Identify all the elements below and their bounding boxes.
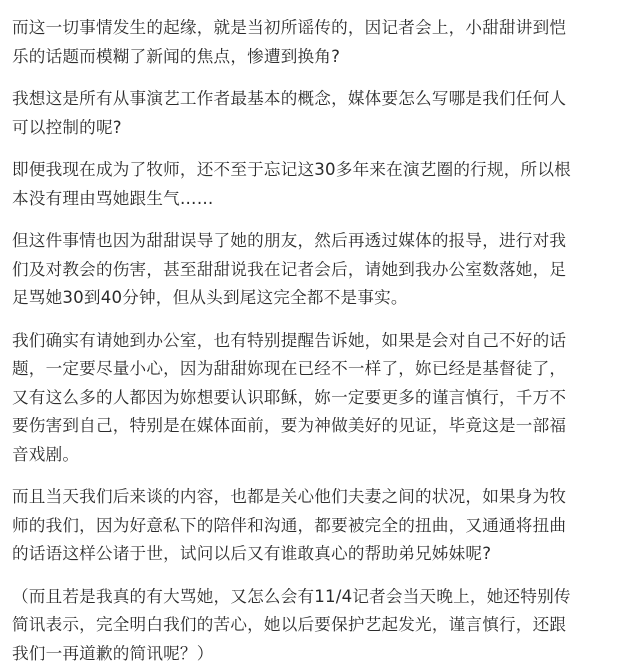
paragraph-apology-message: （而且若是我真的有大骂她，又怎么会有11/4记者会当天晚上，她还特别传简讯表示，完全明白我们的苦心，她以后要保护艺起发光，谨言慎行，还跟我们一再道歉的简讯呢？）	[12, 583, 576, 668]
paragraph-media-control: 我想这是所有从事演艺工作者最基本的概念，媒体要怎么写哪是我们任何人可以控制的呢?	[12, 85, 576, 142]
paragraph-misleading-claims: 但这件事情也因为甜甜误导了她的朋友，然后再透过媒体的报导，进行对我们及对教会的伤害，甚至甜甜说我在记者会后，请她到我办公室数落她，足足骂她30到40分钟，但从头到尾这完全都不是事实。	[12, 227, 576, 313]
paragraph-care-distorted: 而且当天我们后来谈的内容，也都是关心他们夫妻之间的状况，如果身为牧师的我们，因为好意私下的陪伴和沟通，都要被完全的扭曲，又通通将扭曲的话语这样公诸于世，试问以后又有谁敢真心的帮助弟兄姊妹呢?	[12, 483, 576, 569]
paragraph-office-reminder: 我们确实有请她到办公室，也有特别提醒告诉她，如果是会对自己不好的话题，一定要尽量小心，因为甜甜妳现在已经不一样了，妳已经是基督徒了，又有这么多的人都因为妳想要认识耶稣，妳一定要更多的谨言慎行，千万不要伤害到自己，特别是在媒体面前，要为神做美好的见证，毕竟这是一部福音戏剧。	[12, 327, 576, 470]
paragraph-origin-of-events: 而这一切事情发生的起缘，就是当初所谣传的，因记者会上，小甜甜讲到恺乐的话题而模糊了新闻的焦点，惨遭到换角?	[12, 14, 576, 71]
paragraph-pastor-no-reason: 即便我现在成为了牧师，还不至于忘记这30多年来在演艺圈的行规，所以根本没有理由骂她跟生气……	[12, 156, 576, 213]
